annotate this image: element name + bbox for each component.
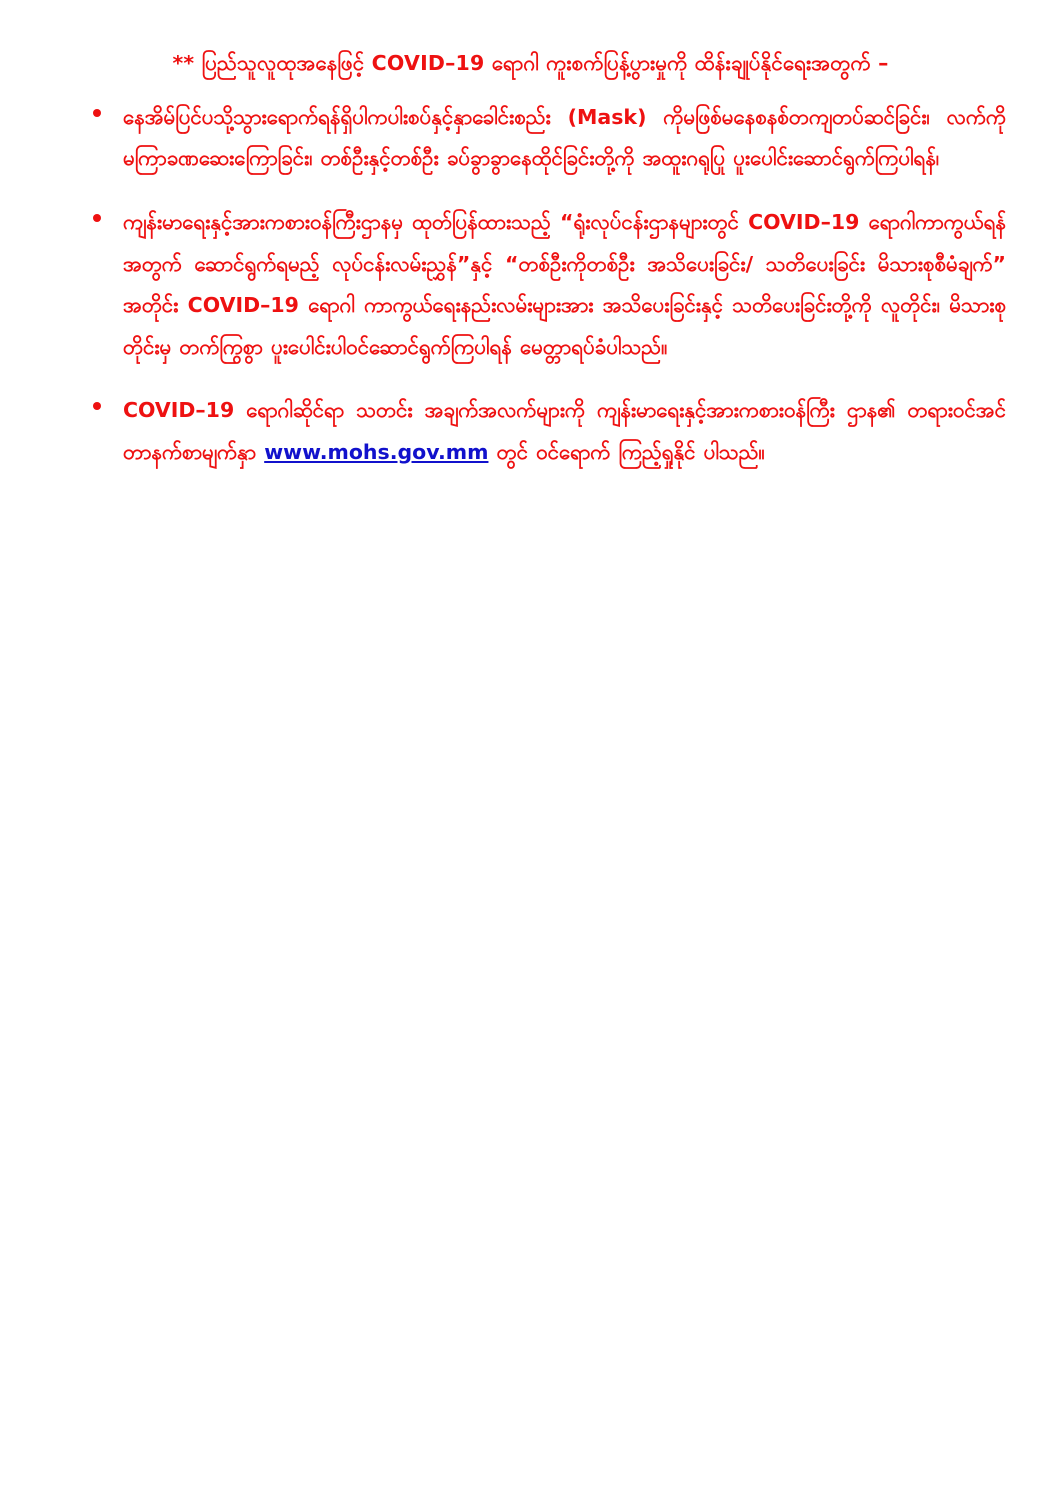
paragraph-mohs-guideline: ကျန်းမာရေးနှင့်အားကစားဝန်ကြီးဌာနမှ ထုတ်ပြန်ထားသည့် “ရုံးလုပ်ငန်းဌာနများတွင် COVID–19 ရောဂါကာကွယ်ရန်အတွက် ဆောင်ရွက်ရမည့် လုပ်ငန်းလမ်းညွှန်”နှင့် “တစ်ဦးကိုတစ်ဦး အသိပေးခြင်း/ သတိပေးခြင်း မိသားစုစီမံချက်” အတိုင်း COVID–19 ရောဂါ ကာကွယ်ရေးနည်းလမ်းများအား အသိပေးခြင်းနှင့် သတိပေးခြင်းတို့ကို လူတိုင်း၊ မိသားစုတိုင်းမှ တက်ကြွစွာ ပူးပေါင်းပါဝင်ဆောင်ရွက်ကြပါရန် မေတ္တာရပ်ခံပါသည်။	[123, 209, 1006, 359]
bullet-dot-icon	[93, 402, 101, 410]
list-item-mask-hygiene	[55, 97, 1006, 180]
list-item-mohs-guideline	[55, 202, 1006, 368]
bullet-dot-icon	[93, 109, 101, 117]
paragraph-website-info	[123, 390, 1006, 473]
bullet-list	[55, 97, 1006, 474]
mohs-website-link[interactable]: www.mohs.gov.mm	[264, 440, 489, 465]
text-after-link: တွင် ဝင်ရောက် ကြည့်ရှုနိုင် ပါသည်။	[488, 440, 765, 465]
text-before-link: COVID–19 ရောဂါဆိုင်ရာ သတင်း အချက်အလက်များကို ကျန်းမာရေးနှင့်အားကစားဝန်ကြီး ဌာန၏ တရားဝင်အင်တာနက်စာမျက်နှာ	[123, 398, 1006, 465]
list-item-website-info	[55, 390, 1006, 473]
bullet-dot-icon	[93, 214, 101, 222]
paragraph-mask-hygiene: နေအိမ်ပြင်ပသို့သွားရောက်ရန်ရှိပါကပါးစပ်နှင့်နှာခေါင်းစည်း (Mask) ကိုမဖြစ်မနေစနစ်တကျတပ်ဆင်ခြင်း၊ လက်ကိုမကြာခဏဆေးကြောခြင်း၊ တစ်ဦးနှင့်တစ်ဦး ခပ်ခွာခွာနေထိုင်ခြင်းတို့ကို အထူးဂရုပြု ပူးပေါင်းဆောင်ရွက်ကြပါရန်၊	[123, 104, 1006, 171]
page-title: ** ပြည်သူလူထုအနေဖြင့် COVID–19 ရောဂါ ကူးစက်ပြန့်ပွားမှုကို ထိန်းချုပ်နိုင်ရေးအတွက် –	[172, 51, 889, 75]
